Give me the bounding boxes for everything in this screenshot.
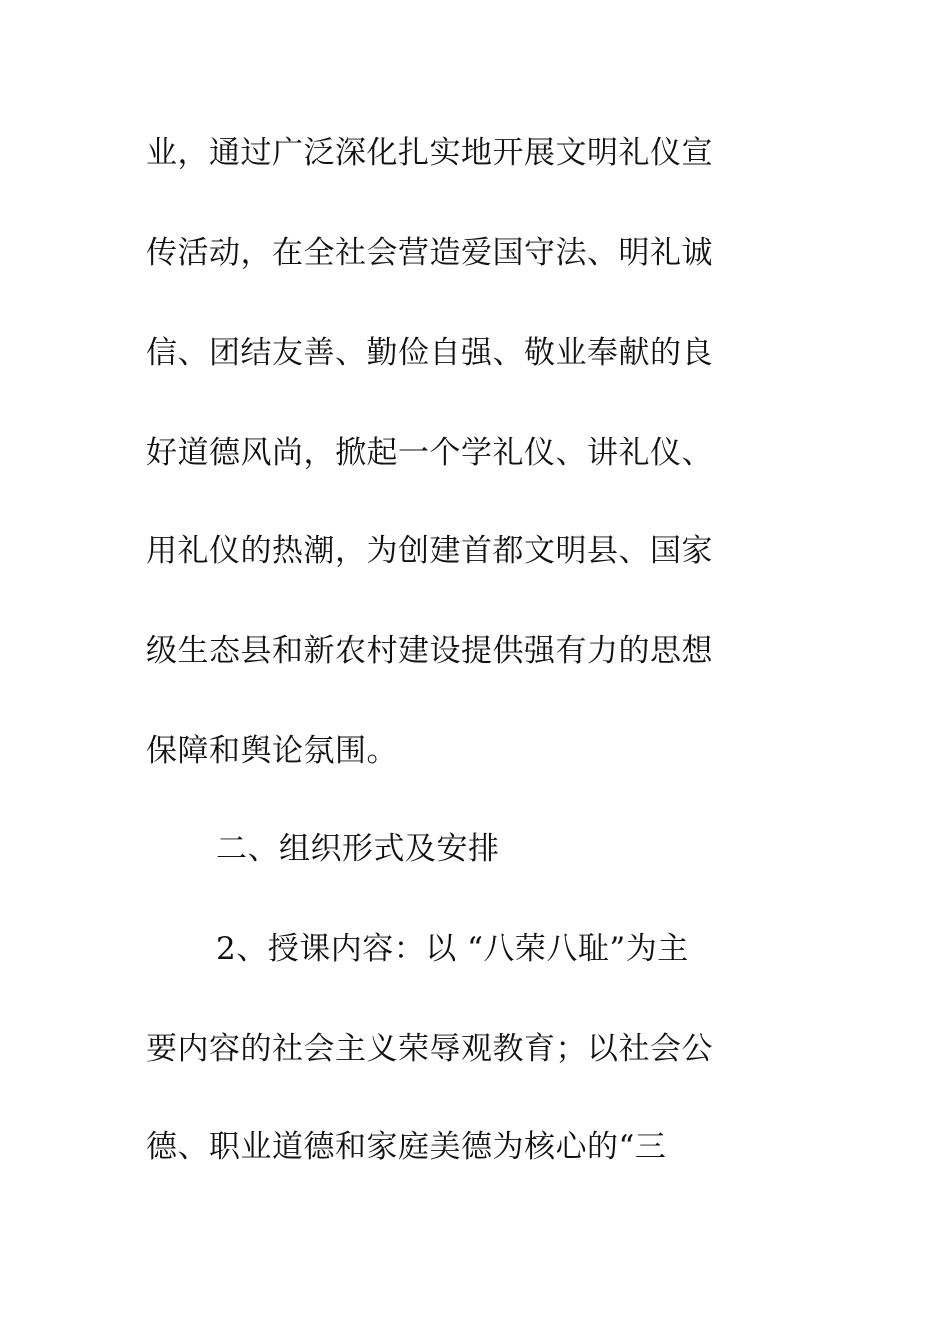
paragraph-line: 好道德风尚，掀起一个学礼仪、讲礼仪、 [146, 435, 713, 471]
paragraph-line: 级生态县和新农村建设提供强有力的思想 [146, 633, 713, 669]
paragraph-line: 业，通过广泛深化扎实地开展文明礼仪宣 [146, 135, 713, 171]
paragraph-line: 传活动，在全社会营造爱国守法、明礼诚 [146, 235, 713, 271]
paragraph-line: 德、职业道德和家庭美德为核心的“三 [146, 1129, 667, 1165]
paragraph-line: 要内容的社会主义荣辱观教育；以社会公 [146, 1031, 713, 1067]
paragraph-line: 用礼仪的热潮，为创建首都文明县、国家 [146, 533, 713, 569]
section-heading: 二、组织形式及安排 [216, 831, 500, 867]
paragraph-line: 信、团结友善、勤俭自强、敬业奉献的良 [146, 335, 713, 371]
paragraph-line: 保障和舆论氛围。 [146, 733, 398, 769]
paragraph-line: 2、授课内容：以 “八荣八耻”为主 [216, 931, 689, 967]
